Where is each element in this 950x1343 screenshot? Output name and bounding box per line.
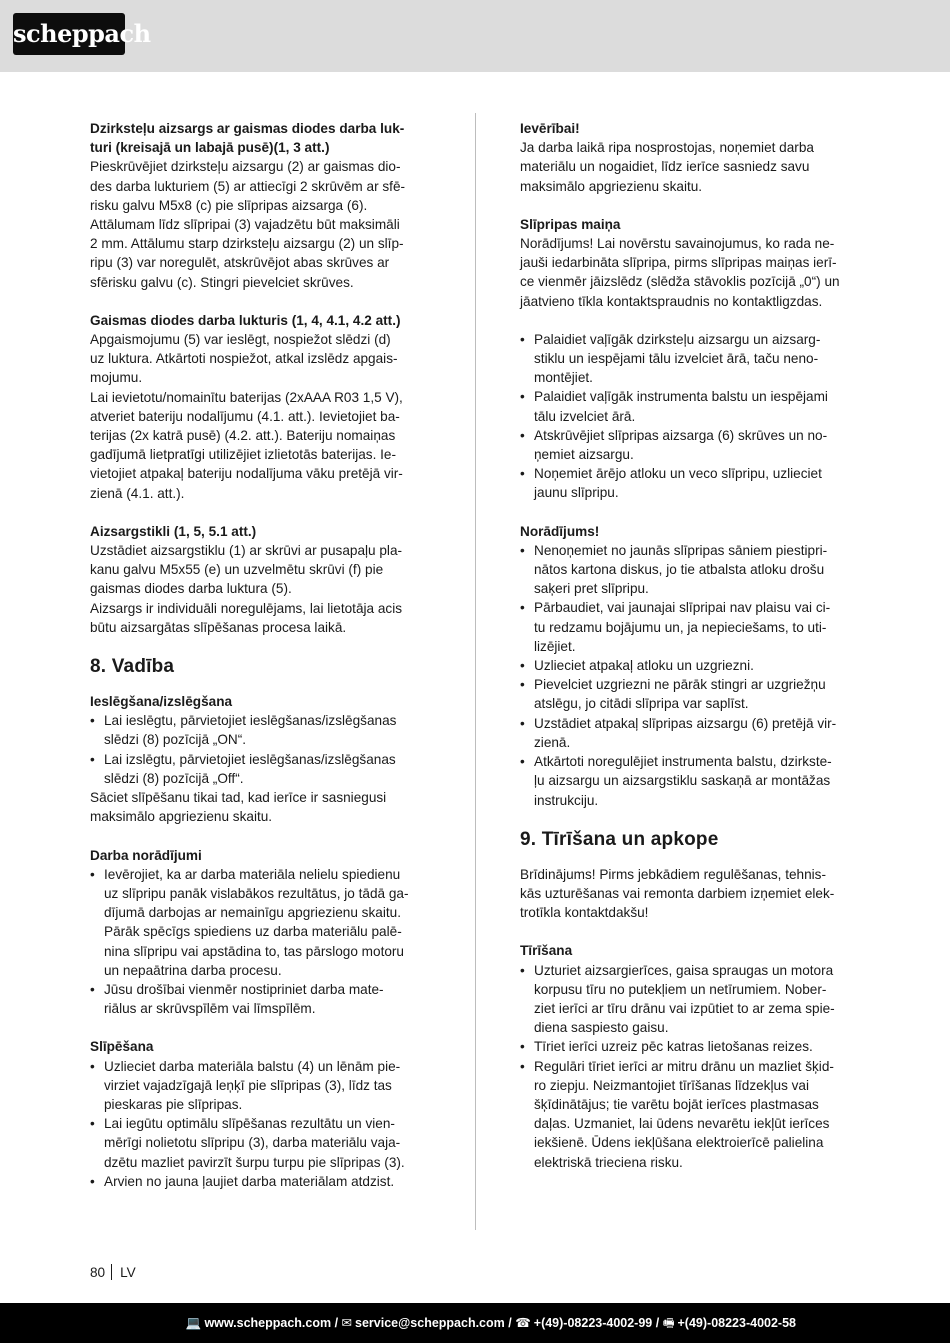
list-item: • Lai ieslēgtu, pārvietojiet ieslēgšanas/izslēgšanas slēdzi (8) pozīcijā „ON“. bbox=[90, 711, 431, 749]
section-body bbox=[90, 788, 431, 826]
text-line: materiālu un nogaidiet, līdz ierīce sasniedz savu bbox=[520, 159, 810, 175]
section-heading: Tīrīšana bbox=[520, 943, 573, 959]
text-line: Sāciet slīpēšanu tikai tad, kad ierīce ir sasniegusi bbox=[90, 790, 387, 806]
section-body bbox=[90, 541, 431, 637]
warning-section bbox=[520, 865, 860, 923]
text-line: 2 mm. Attālumu starp dzirksteļu aizsargu (2) un slīp- bbox=[90, 236, 404, 252]
fax-icon: 🖷 bbox=[662, 1316, 675, 1330]
text-line: Pieskrūvējiet dzirksteļu aizsargu (2) ar gaismas dio- bbox=[90, 159, 401, 175]
section-body bbox=[520, 234, 860, 311]
list-item: • Palaidiet vaļīgāk instrumenta balstu un iespējami tālu izvelciet ārā. bbox=[520, 387, 860, 425]
text-line: kanu galvu M5x55 (e) un uzvelmētu skrūvi (f) pie bbox=[90, 562, 384, 578]
column-divider bbox=[475, 113, 476, 1230]
section-body bbox=[520, 865, 860, 923]
text-line: maksimālo apgriezienu skaitu. bbox=[90, 809, 273, 825]
footer-phone: +(49)-08223-4002-99 bbox=[533, 1316, 653, 1330]
scheppach-logo: scheppach bbox=[13, 13, 125, 55]
note-section bbox=[520, 522, 860, 810]
footer-email[interactable]: service@scheppach.com bbox=[355, 1316, 505, 1330]
list-item: • Ievērojiet, ka ar darba materiāla nelielu spiedienu uz slīpripu panāk vislabākos rezultātus, jo tādā ga- dījumā darbojas ar nemainīgu apgriezienu skaitu. Pārāk spēcīgs spiediens uz darba materiālu palē- nina slīpripu vai apstādina to, tas pārslogo motoru un nepaātrina darba procesu. bbox=[90, 865, 431, 980]
list-item: • Palaidiet vaļīgāk dzirksteļu aizsargu un aizsarg- stiklu un iespējami tālu izvelciet ārā, taču neno- montējiet. bbox=[520, 330, 860, 388]
section-heading: Darba norādījumi bbox=[90, 847, 202, 863]
text-line: gadījumā lietpratīgi utilizējiet izlietotās baterijas. Ie- bbox=[90, 447, 397, 463]
wheel-change-section bbox=[520, 215, 860, 503]
text-line: kās uzturēšanas vai remonta darbiem izņemiet elek- bbox=[520, 885, 835, 901]
list-item: • Pievelciet uzgriezni ne pārāk stingri ar uzgriežņu atslēgu, jo citādi slīpripa var saplīst. bbox=[520, 675, 860, 713]
led-lamp-section bbox=[90, 311, 431, 503]
section-body bbox=[90, 157, 431, 291]
text-line: jauši iedarbināta slīpripa, pirms slīpripas maiņas ierī- bbox=[520, 255, 837, 271]
text-line: Apgaismojumu (5) var ieslēgt, nospiežot slēdzi (d) bbox=[90, 332, 391, 348]
cleaning-section bbox=[520, 941, 860, 1171]
text-line: terijas (2x katrā pusē) (4.2. att.). Bateriju nomaiņas bbox=[90, 428, 396, 444]
section-heading: Slīpēšana bbox=[90, 1039, 154, 1055]
on-off-section bbox=[90, 692, 431, 826]
list-item: • Lai izslēgtu, pārvietojiet ieslēgšanas/izslēgšanas slēdzi (8) pozīcijā „Off“. bbox=[90, 750, 431, 788]
bullet-list bbox=[90, 1057, 431, 1191]
text-line: gaismas diodes darba luktura (5). bbox=[90, 581, 292, 597]
page-number-separator bbox=[111, 1264, 112, 1280]
chapter-title-cleaning: 9. Tīrīšana un apkope bbox=[520, 828, 719, 850]
text-line: Brīdinājums! Pirms jebkādiem regulēšanas, tehnis- bbox=[520, 866, 826, 882]
page-number bbox=[90, 1264, 136, 1282]
list-item: • Uzlieciet atpakaļ atloku un uzgriezni. bbox=[520, 656, 860, 675]
list-item: • Regulāri tīriet ierīci ar mitru drānu un mazliet šķid- ro ziepju. Neizmantojiet tīrīšanas līdzekļus vai šķīdinātājus; tie varētu bojāt ierīces plastmasas daļas. Uzmaniet, lai ūdens nevarētu iekļūt ierīces iekšienē. Ūdens iekļūšana elektroierīcē palielina elektriskā trieciena risku. bbox=[520, 1057, 860, 1172]
text-line: jāatvieno tīkla kontaktspraudnis no kontaktligzdas. bbox=[520, 293, 823, 309]
protective-glass-section bbox=[90, 522, 431, 637]
text-line: des darba lukturiem (5) ar attiecīgi 2 skrūvēm ar sfē- bbox=[90, 178, 406, 194]
list-item: • Uzturiet aizsargierīces, gaisa spraugas un motora korpusu tīru no putekļiem un netīrumiem. Nober- ziet ierīci ar tīru drānu vai izpūtiet to ar zema spie- diena saspiesto gaisu. bbox=[520, 961, 860, 1038]
text-line: uz luktura. Atkārtoti nospiežot, atkal izslēdz apgais- bbox=[90, 351, 398, 367]
list-item: • Uzlieciet darba materiāla balstu (4) un lēnām pie- virziet vajadzīgajā leņķī pie slīpripas (3), līdz tas pieskaras pie slīpripas. bbox=[90, 1057, 431, 1115]
text-line: vietojiet atpakaļ bateriju nodalījuma vāku pretējā vir- bbox=[90, 466, 403, 482]
text-line: trotīkla kontaktdakšu! bbox=[520, 905, 649, 921]
list-item: • Tīriet ierīci uzreiz pēc katras lietošanas reizes. bbox=[520, 1037, 860, 1056]
section-heading: Slīpripas maiņa bbox=[520, 216, 621, 232]
footer-fax: +(49)-08223-4002-58 bbox=[677, 1316, 796, 1330]
chapter-title-operation: 8. Vadība bbox=[90, 656, 175, 678]
left-column bbox=[90, 119, 431, 1210]
list-item: • Arvien no jauna ļaujiet darba materiālam atdzist. bbox=[90, 1172, 431, 1191]
text-line: Attālumam līdz slīpripai (3) vajadzētu būt maksimāli bbox=[90, 217, 400, 233]
text-line: zienā (4.1. att.). bbox=[90, 485, 185, 501]
text-line: Ja darba laikā ripa nosprostojas, noņemiet darba bbox=[520, 140, 814, 156]
list-item: • Nenoņemiet no jaunās slīpripas sāniem piestipri- nātos kartona diskus, jo tie atbalsta atloku drošu saķeri pret slīpripu. bbox=[520, 541, 860, 599]
list-item: • Uzstādiet atpakaļ slīpripas aizsargu (6) pretējā vir- zienā. bbox=[520, 714, 860, 752]
bullet-list bbox=[520, 961, 860, 1172]
bullet-list bbox=[90, 711, 431, 788]
text-line: maksimālo apgriezienu skaitu. bbox=[520, 178, 703, 194]
text-line: ripu (3) var noregulēt, atskrūvējot abas skrūves ar bbox=[90, 255, 390, 271]
footer-website[interactable]: www.scheppach.com bbox=[204, 1316, 332, 1330]
mail-icon: ✉ bbox=[341, 1316, 352, 1330]
bullet-list bbox=[520, 541, 860, 810]
text-line: sfērisku galvu (c). Stingri pievelciet skrūves. bbox=[90, 274, 354, 290]
phone-icon: ☎ bbox=[515, 1316, 531, 1330]
text-line: Uzstādiet aizsargstiklu (1) ar skrūvi ar pusapaļu pla- bbox=[90, 543, 403, 559]
computer-icon: 💻 bbox=[185, 1316, 202, 1330]
text-line: Aizsargs ir individuāli noregulējams, lai lietotāja acis bbox=[90, 600, 403, 616]
section-heading: Dzirksteļu aizsargs ar gaismas diodes darba luk- turi (kreisajā un labajā pusē)(1, 3 att.) bbox=[90, 121, 405, 156]
list-item: • Noņemiet ārējo atloku un veco slīpripu, uzlieciet jaunu slīpripu. bbox=[520, 464, 860, 502]
work-instructions-section bbox=[90, 846, 431, 1019]
list-item: • Pārbaudiet, vai jaunajai slīpripai nav plaisu vai ci- tu redzamu bojājumu un, ja nepieciešams, to uti- lizējiet. bbox=[520, 598, 860, 656]
spark-guard-section bbox=[90, 119, 431, 292]
text-line: risku galvu M5x8 (c) pie slīpripas aizsarga (6). bbox=[90, 197, 368, 213]
section-heading: Ievērībai! bbox=[520, 121, 580, 136]
section-heading: Gaismas diodes darba lukturis (1, 4, 4.1, 4.2 att.) bbox=[90, 312, 401, 328]
footer-bar: 💻 www.scheppach.com / ✉ service@scheppach.com / ☎ +(49)-08223-4002-99 / 🖷 +(49)-08223-4002-58 bbox=[0, 1303, 950, 1343]
list-item: • Jūsu drošībai vienmēr nostipriniet darba mate- riālus ar skrūvspīlēm vai līmspīlēm. bbox=[90, 980, 431, 1018]
bullet-list bbox=[520, 330, 860, 503]
list-item: • Lai iegūtu optimālu slīpēšanas rezultātu un vien- mērīgi nolietotu slīpripu (3), darba materiālu vaja- dzētu mazliet pavirzīt šurpu turpu pie slīpripas (3). bbox=[90, 1114, 431, 1172]
section-body bbox=[90, 330, 431, 503]
text-line: atveriet bateriju nodalījumu (4.1. att.). Ievietojiet ba- bbox=[90, 408, 400, 424]
text-line: būtu aizsargātas slīpēšanas procesa laikā. bbox=[90, 619, 347, 635]
list-item: • Atskrūvējiet slīpripas aizsarga (6) skrūves un no- ņemiet aizsargu. bbox=[520, 426, 860, 464]
grinding-section bbox=[90, 1037, 431, 1191]
text-line: Norādījums! Lai novērstu savainojumus, ko rada ne- bbox=[520, 236, 835, 252]
header-bar bbox=[0, 0, 950, 72]
text-line: Lai ievietotu/nomainītu baterijas (2xAAA R03 1,5 V), bbox=[90, 389, 403, 405]
bullet-list bbox=[90, 865, 431, 1019]
section-heading: Norādījums! bbox=[520, 523, 600, 539]
attention-section bbox=[520, 119, 860, 196]
page-number-value: 80 bbox=[90, 1265, 106, 1280]
language-code: LV bbox=[120, 1265, 136, 1280]
right-column bbox=[520, 119, 860, 1191]
section-heading: Ieslēgšana/izslēgšana bbox=[90, 694, 233, 710]
list-item: • Atkārtoti noregulējiet instrumenta balstu, dzirkste- ļu aizsargu un aizsargstiklu saskaņā ar montāžas instrukciju. bbox=[520, 752, 860, 810]
text-line: mojumu. bbox=[90, 370, 143, 386]
text-line: ce vienmēr jāizslēdz (slēdža stāvoklis pozīcijā „0“) un bbox=[520, 274, 840, 290]
section-heading: Aizsargstikli (1, 5, 5.1 att.) bbox=[90, 523, 257, 539]
section-body bbox=[520, 138, 860, 196]
